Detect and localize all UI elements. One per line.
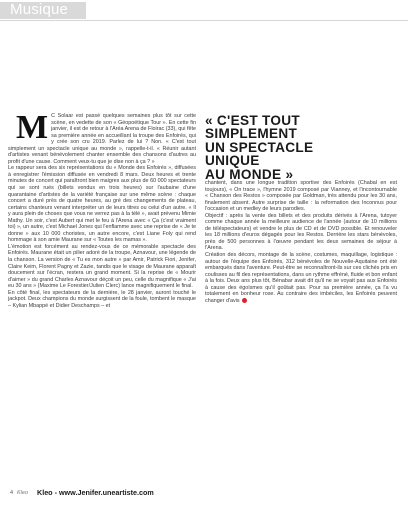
pull-quote-line: UN SPECTACLE [205,139,314,155]
article-column-right [205,180,397,304]
drop-cap: M [16,109,49,146]
article-column-left [8,109,196,309]
article-paragraph: chantent, dans une longue tradition sportive des Enfoirés (Chabal en est toujours), « On trace », l'hymne 2019 composé par Vianney, et l'incontournable « Chanson des Restos » composée par Goldman, très attendu pour les 30 ans, finalement absent. Autre surprise de taille : la reformation des Inconnus pour l'occasion et un medley de leurs parodies. [205,180,397,213]
article-paragraph: C Solaar est passé quelques semaines plus tôt sur cette scène, en vedette de son « Géopoétique Tour ». En cette fin janvier, il est de retour à l'Aréa Arena de Floirac (33), qui fête sa première année en accueillant la troupe des Enfoirés, qui y crée son cru 2019. Parlez de lui ? Non. « C'est tout simplement un spectacle unique au monde », rappelle-t-il. « Réunir autant d'artistes venant bénévolement chanter ensemble des chansons d'autres au profit d'une cause. Comment veux-tu que je dise non à ça ? » [8,113,196,165]
pull-quote-line: AU MONDE » [205,166,294,182]
article-paragraph: En côté final, les spectateurs de la dernière, le 28 janvier, auront touché le jackpot. Deux champions du monde surgissent de la foule, tombent le masque – Kylian Mbappé et Didier Deschamps – et [8,289,196,309]
article-paragraph: Création des décors, montage de la scène, costumes, maquillage, logistique : autour de l'équipe des Enfoirés, 312 bénévoles de Nouvelle-Aquitaine ont été embarqués dans l'aventure. Peut-être se reconnaîtront-ils sur ces clichés pris en coulisses au fil des représentations, dans un rythme effréné, fluide et bon enfant à la fois. Deux ans plus tôt, Bénabar avait dit qu'il ne se voyait pas aux Enfoirés à cause des égoïsmes qu'il goûtait pas. Pour sa première année, ça l'a vu totalement en bonheur rose. Au contraire des imbéciles, les Enfoirés peuvent changer d'avis [205,252,397,304]
end-of-article-icon [242,298,247,303]
pull-quote-line: « C'EST TOUT [205,113,300,128]
section-title: Musique [10,1,69,18]
pull-quote-line: UNIQUE [205,153,260,169]
footer-website: Kleo - www.Jenifer.uneartiste.com [37,488,154,497]
header-rule [0,20,408,21]
pull-quote [205,114,395,181]
page-footer [0,488,408,502]
article-paragraph: Le rappeur sera des six représentations du « Monde des Enfoirés », diffusées à enregistrer l'émission diffusée en vendredi 8 mars. Deux heures et trente minutes de concert qui paraîtront bien maigres aux plus de 60 000 spectateurs qui se sont rués (billets vendus en trois heures) sur l'aubaine d'une quarantaine d'artistes de la variété française sur une même scène : chaque concert a duré près de quatre heures, au gré des changements de plateau, certains chanteurs venant interpréter un de leurs titres ou celui d'un autre. « Il y aura plein de choses que vous ne verrez pas à la télé », avait prévenu Mimie Mathy. Un soir, c'est Aubert qui met le feu à l'Arena avec « Ça (c'est vraiment toi) », un autre, c'est Michael Jones qui l'enflamme avec une reprise de « Je te donne » aux 10 000 choristes, un autre encore, c'est Liane Foly qui rend hommage à son amie Maurane sur « Toutes les mamas ». [8,165,196,244]
magazine-logo: Kleo [17,490,29,496]
pull-quote-line: SIMPLEMENT [205,126,298,142]
article-paragraph: L'émotion est forcément au rendez-vous de ce mémorable spectacle des Enfoirés. Maurane était un pilier adoré de la troupe, Aznavour, une légende de la chanson. La version de « Tu es mon autre » par Amir, Patrick Fiori, Jenifer, Claire Keim, Florent Pagny et Zazie, tandis que le visage de Maurane apparaît doucement sur l'écran, restera un grand moment. Si la reprise de « Mourir d'aimer » du grand Charles Aznavour déçoit un peu, celle du magnifique « J'ai eu 30 ans » (Maxime Le Forestier/Julien Clerc) lance magnifiquement le final. [8,243,196,290]
page-header [0,0,408,24]
page-number: 4 [10,490,14,496]
article-paragraph: Objectif : après la vente des billets et des produits dérivés à l'Arena, tutoyer comme chaque année la meilleure audience de l'année (autour de 10 millions de téléspectateurs) et vendre le plus de CD et de DVD possible. Et renouveler les 18 millions d'euros dégagés pour les Restos. Derrière les stars bénévoles, près de 500 personnes à l'œuvre pendant les deux semaines de séjour à l'Arena. [205,212,397,252]
